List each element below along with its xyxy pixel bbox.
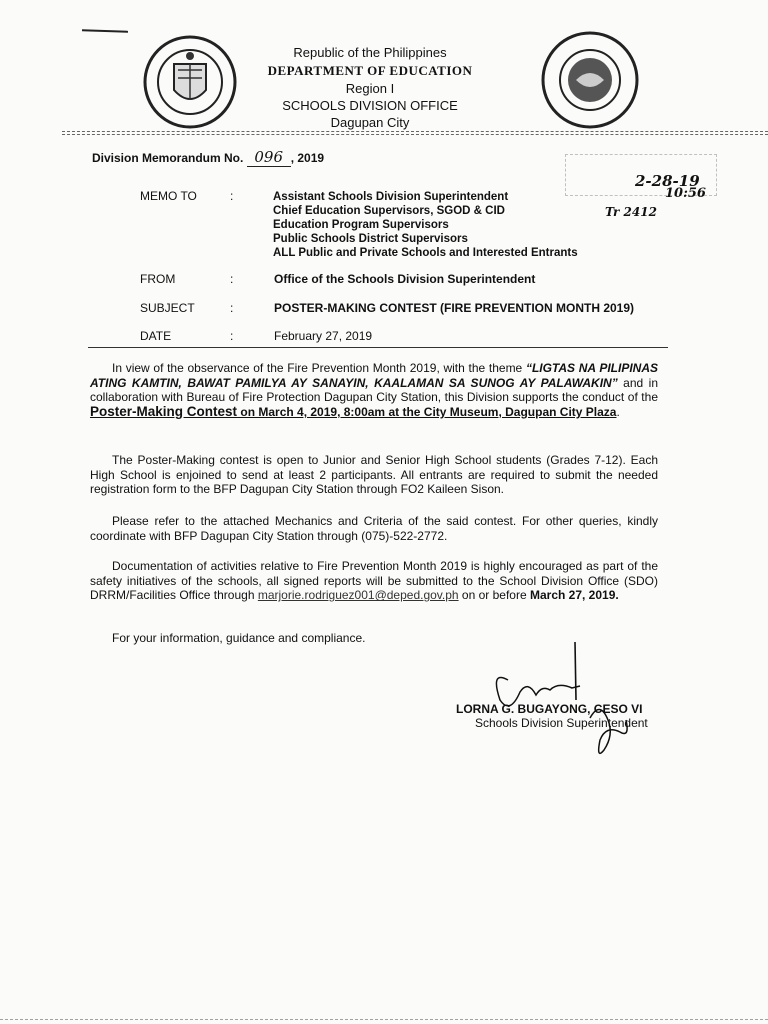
- right-seal: [540, 30, 640, 135]
- recipient-item: ALL Public and Private Schools and Interested Entrants: [273, 247, 578, 259]
- contest-name: Poster-Making Contest: [90, 403, 238, 419]
- memo-header-rule: [88, 347, 668, 348]
- memo-number-suffix: , 2019: [290, 151, 325, 165]
- header-city: Dagupan City: [330, 115, 410, 130]
- from-row: [140, 272, 535, 286]
- date-colon: :: [230, 329, 234, 343]
- date-label: DATE: [140, 329, 172, 343]
- memo-number-value: 096: [247, 148, 291, 167]
- fire-prevention-theme: “LIGTAS NA PILIPINAS ATING KAMTIN, BAWAT PAMILYA AY SANAYIN, KAALAMAN SA SUNOG AY PALAWAKIN”: [90, 361, 658, 390]
- header-region: Region I: [345, 81, 395, 96]
- paragraph-documentation: [90, 559, 658, 603]
- date-value: February 27, 2019: [274, 329, 373, 343]
- signatory-title: Schools Division Superintendent: [475, 716, 648, 730]
- paragraph-criteria: Please refer to the attached Mechanics and Criteria of the said contest. For other queries, kindly coordinate with BFP Dagupan City Station through (075)-522-2772.: [90, 514, 658, 543]
- received-stamp: [565, 150, 725, 220]
- stamp-time: 10:56: [665, 186, 706, 201]
- subject-value: POSTER-MAKING CONTEST (FIRE PREVENTION MONTH 2019): [274, 301, 635, 315]
- stamp-date: 2-28-19: [635, 172, 700, 190]
- memo-number-prefix: Division Memorandum No.: [92, 151, 244, 165]
- corner-scribble: [82, 29, 128, 33]
- paragraph-closing: For your information, guidance and compliance.: [112, 631, 366, 645]
- p1-text-a: In view of the observance of the Fire Prevention Month 2019, with the theme: [112, 361, 526, 375]
- subject-colon: :: [230, 301, 234, 315]
- from-colon: :: [230, 272, 234, 286]
- header-divider: [62, 131, 768, 132]
- from-label: FROM: [140, 272, 176, 286]
- recipient-list: [273, 190, 578, 260]
- subject-label: SUBJECT: [140, 301, 195, 315]
- recipient-item: Education Program Supervisors: [273, 219, 449, 231]
- date-row: [140, 329, 372, 343]
- deadline-date: March 27, 2019.: [529, 588, 619, 603]
- memo-number-line: [92, 148, 324, 167]
- header-department: DEPARTMENT OF EDUCATION: [267, 63, 473, 78]
- p4-text-a: Documentation of activities relative to Fire Prevention Month 2019 is highly encouraged as part of the safety initiatives of the schools, all signed reports will be submitted to the School Division Office (SDO) DRRM/Facilities Office through: [90, 559, 658, 603]
- left-seal: [142, 34, 238, 135]
- p4-text-b: on or before: [458, 588, 530, 603]
- stamp-initials: Tr 2412: [605, 205, 657, 219]
- header-divider-2: [62, 134, 768, 135]
- recipient-item: Assistant Schools Division Superintendent: [273, 191, 509, 203]
- p1-text-b: and in collaboration with Bureau of Fire Protection Dagupan City Station, this Division supports the conduct of the: [90, 375, 659, 405]
- contest-schedule: on March 4, 2019, 8:00am at the City Museum, Dagupan City Plaza: [237, 404, 617, 419]
- paragraph-eligibility: The Poster-Making contest is open to Junior and Senior High School students (Grades 7-12). Each High School is enjoined to send at least 2 participants. All entrants are required to submit the needed registration form to the BFP Dagupan City Station through FO2 Kaileen Sison.: [90, 453, 658, 497]
- recipient-item: Chief Education Supervisors, SGOD & CID: [273, 205, 505, 217]
- footer-divider: [0, 1019, 768, 1020]
- paragraph-theme: [90, 361, 658, 419]
- p1-text-end: .: [616, 404, 620, 419]
- subject-row: [140, 301, 634, 315]
- from-value: Office of the Schools Division Superintendent: [274, 272, 536, 286]
- recipient-item: Public Schools District Supervisors: [273, 233, 468, 245]
- memo-to-row: [140, 189, 274, 203]
- memo-to-colon: :: [230, 189, 234, 203]
- header-republic: Republic of the Philippines: [293, 45, 447, 60]
- memo-to-label: MEMO TO: [140, 189, 197, 203]
- signatory-name: LORNA G. BUGAYONG, CESO VI: [456, 702, 643, 716]
- header-division-office: SCHOOLS DIVISION OFFICE: [282, 98, 458, 113]
- email-link[interactable]: marjorie.rodriguez001@deped.gov.ph: [257, 588, 459, 603]
